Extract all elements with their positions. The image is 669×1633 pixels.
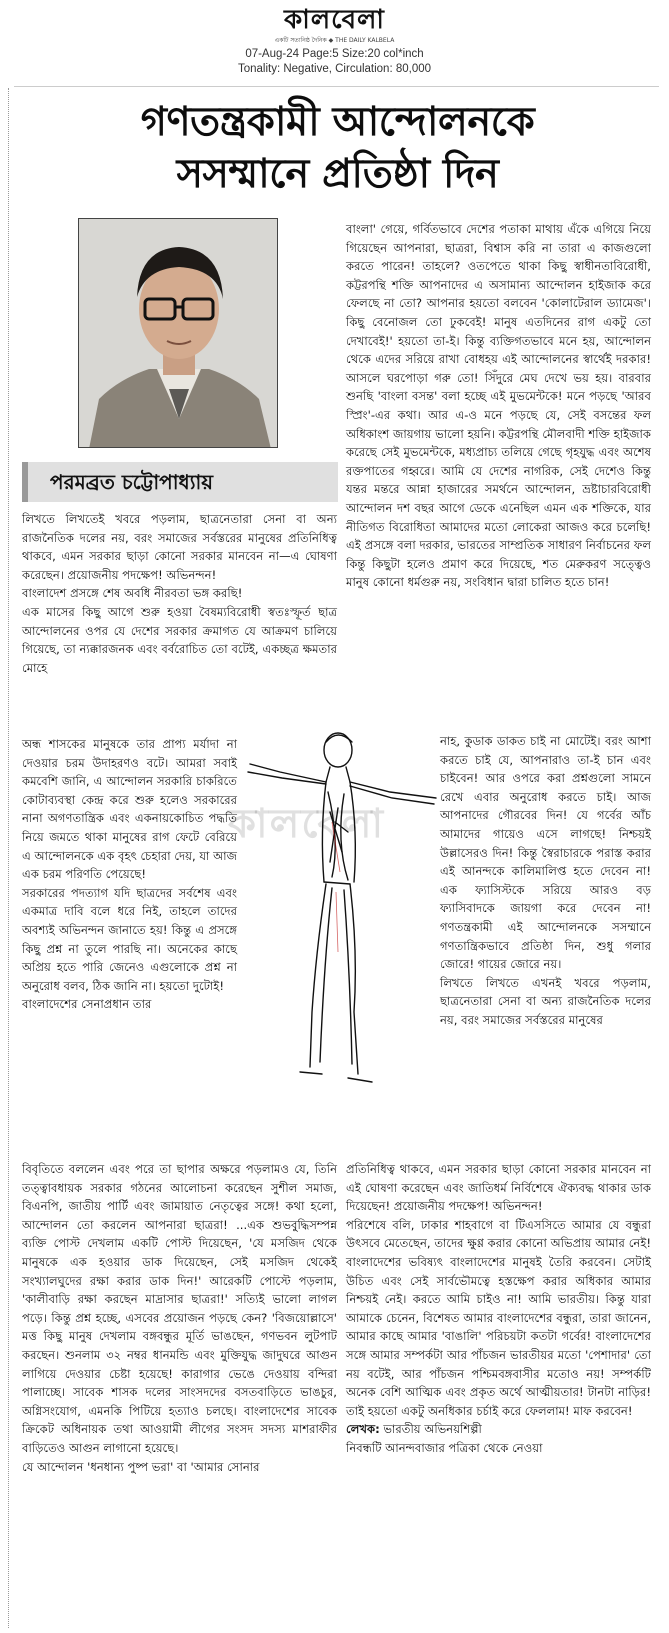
clipping-meta-line: 07-Aug-24 Page:5 Size:20 col*inch (245, 48, 424, 60)
paragraph: প্রতিনিধিত্ব থাকবে, এমন সরকার ছাড়া কোনো সরকার মানবেন না এই ঘোষণা করেছেন এবং জাতিধর্ম নির্বিশেষে ঐক্যবদ্ধ থাকার ডাক দিয়েছেন! প্রয়োজনীয় পদক্ষেপ! অভিনন্দন! (346, 1162, 651, 1214)
source-note: নিবন্ধটি আনন্দবাজার পত্রিকা থেকে নেওয়া (346, 1440, 543, 1455)
left-dotted-margin (8, 88, 10, 1628)
paragraph: অন্ধ শাসকের মানুষকে তার প্রাপ্য মর্যাদা না দেওয়ার চরম উদাহরণও বটে। আমরা সবাই কমবেশি জানি, এ আন্দোলন সরকারি চাকরিতে কোটাব্যবস্থা কেন্দ্র করে শুরু হলেও সরকারের নানা অগণতান্ত্রিক এবং একনায়কোচিত পদ্ধতি নিয়ে জমতে থাকা মানুষের রাগ ফেটে বেরিয়ে এ আন্দোলনকে এক বৃহৎ চেহারা দেয়, যা আজ এক চরম পরিণতি পেয়েছে! (22, 737, 237, 882)
column-2-middle (440, 732, 651, 1030)
masthead (0, 6, 669, 46)
article-headline (20, 96, 655, 200)
paragraph: সরকারের পদত্যাগ যদি ছাত্রদের সর্বশেষ এবং একমাত্র দাবি বলে ধরে নিই, তাহলে তাদের অবশ্যই অভিনন্দন জানাতে হয়! কিন্তু এ প্রসঙ্গে কিছু প্রশ্ন না তুলে পারছি না। অনেকের কাছে অপ্রিয় হতে পারি জেনেও এগুলোকে প্রশ্ন না অনুরোধ বলব, ঠিক জানি না। হয়তো দুটোই! (22, 885, 237, 993)
writer-label: লেখক: (346, 1422, 380, 1437)
author-photo (78, 218, 278, 448)
author-portrait-illustration (79, 219, 278, 448)
writer-description: ভারতীয় অভিনয়শিল্পী (383, 1422, 482, 1437)
watermark-logo: কালবেলা (228, 801, 386, 847)
column-1-top (22, 510, 337, 677)
column-2-bottom (346, 1160, 651, 1458)
headline-line-1: গণতন্ত্রকামী আন্দোলনকে (140, 99, 535, 145)
column-1-bottom (22, 1160, 337, 1476)
paragraph: লিখতে লিখতে এখনই খবরে পড়লাম, ছাত্রনেতারা সেনা বা অন্য রাজনৈতিক দলের নয়, বরং সমাজের সর্বস্তরের মানুষের (440, 975, 651, 1027)
protester-sketch-illustration (240, 712, 440, 1112)
newspaper-logo: কালবেলা (284, 5, 385, 35)
newspaper-tagline: একটি সত্যনিষ্ঠ দৈনিক ◆ THE DAILY KALBELA (274, 37, 395, 44)
author-byline: পরমব্রত চট্টোপাধ্যায় (22, 462, 338, 502)
paragraph: নাহ, কুডাক ডাকত চাই না মোটেই। বরং আশা করতে চাই যে, আপনারাও তা-ই চান এবং চাইবেন! আর ওপরে করা প্রশ্নগুলো সামনে রেখে এবার অনুরোধ করতে চাই। আজ আপনাদের গৌরবের দিন! যে গর্বের আঁচ আমাদের গায়েও এসে লাগছে! নিশ্চয়ই উল্লাসেরও দিন! কিন্তু স্বৈরাচারকে পরাস্ত করার এই আনন্দকে কালিমালিপ্ত হতে দেবেন না! এক ফ্যাসিস্টকে সরিয়ে আরও বড় ফ্যাসিবাদকে জায়গা করে দেবেন না! গণতন্ত্রকামী এই আন্দোলনকে সসম্মানে গণতান্ত্রিকভাবে প্রতিষ্ঠা দিন, শুধু গলার জোরে! গায়ের জোরে নয়। (440, 734, 651, 972)
paragraph: বিবৃতিতে বললেন এবং পরে তা ছাপার অক্ষরে পড়লামও যে, তিনি তত্ত্বাবধায়ক সরকার গঠনের আলোচনা করেছেন সুশীল সমাজ, বিএনপি, জাতীয় পার্টি এবং জামায়াত নেতৃত্বের সঙ্গে! কথা হলো, আন্দোলন তো করলেন আপনারা ছাত্ররা! ...এক শুভবুদ্ধিসম্পন্ন ব্যক্তি পোস্ট দেখলাম একটি পোস্ট দিয়েছেন, 'যে মসজিদ থেকে মানুষকে এক হওয়ার ডাক দিয়েছেন, সেই মসজিদ থেকেই সংখ্যালঘুদের রক্ষা করার ডাক দিন!' আরেকটি পোস্টে পড়লাম, 'কালীবাড়ি রক্ষা করছেন মাদ্রাসার ছাত্ররা!' সত্যিই ভালো লাগল পড়ে। কিন্তু প্রশ্ন হচ্ছে, এসবের প্রয়োজন পড়ছে কেন? 'বিজয়োল্লাসে' মত্ত কিছু মানুষ দেখলাম বঙ্গবন্ধুর মূর্তি ভাঙছেন, গণভবন লুটপাট করছেন। শুনলাম ৩২ নম্বর ধানমন্ডি এবং মুক্তিযুদ্ধ জাদুঘরে আগুন লাগিয়ে দেওয়ার চেষ্টা হয়েছে! কারাগার ভেঙে দেওয়ায় বন্দিরা পালাচ্ছে। সাবেক শাসক দলের সাংসদদের বসতবাড়িতে ভাঙচুর, অগ্নিসংযোগ, এমনকি পিটিয়ে হত্যাও চলছে। বাংলাদেশের সাবেক ক্রিকেট অধিনায়ক তথা আওয়ামী লীগের সংসদ সদস্য মাশরাফীর বাড়িতেও আগুন লাগানো হয়েছে। (22, 1162, 337, 1455)
column-1-middle (22, 735, 237, 1014)
paragraph: যে আন্দোলন 'ধনধান্য পুষ্প ভরা' বা 'আমার সোনার (22, 1459, 260, 1474)
author-note (346, 1420, 651, 1439)
paragraph: এক মাসের কিছু আগে শুরু হওয়া বৈষম্যবিরোধী স্বতঃস্ফূর্ত ছাত্র আন্দোলনের ওপর যে দেশের সরকার ক্রমাগত যে আক্রমণ চালিয়ে গিয়েছে, তা ন্যক্কারজনক এবং বর্বরোচিত তো বটেই, একচ্ছত্র ক্ষমতার মোহে (22, 604, 337, 675)
clipping-tonality-line: Tonality: Negative, Circulation: 80,000 (237, 63, 432, 75)
column-2-top (346, 220, 651, 592)
top-divider (14, 86, 659, 87)
paragraph: বাংলাদেশের সেনাপ্রধান তার (22, 997, 152, 1012)
headline-line-2: সসম্মানে প্রতিষ্ঠা দিন (176, 151, 499, 197)
paragraph: পরিশেষে বলি, ঢাকার শাহবাগে বা টিএসসিতে আমার যে বন্ধুরা উৎসবে মেতেছেন, তাদের ক্ষুণ্ণ করার কোনো অভিপ্রায় আমার নেই! বাংলাদেশের ভবিষ্যৎ বাংলাদেশের মানুষই তৈরি করবেন। সেটাই উচিত এবং সেই সার্বভৌমত্বে হস্তক্ষেপ করার অধিকার আমার নিশ্চয়ই নেই। করতে আমি চাইও না! আমি ভারতীয়। কিন্তু যারা আমাকে চেনেন, বিশেষত আমার বাংলাদেশের বন্ধুরা, তারা জানেন, আমার কাছে আমার 'বাঙালি' পরিচয়টা কতটা গর্বের! বাংলাদেশের সঙ্গে আমার সম্পর্কটা আর পাঁচজন ভারতীয়র মতো 'পেশাদার' তো নয় বটেই, আর পাঁচজন পশ্চিমবঙ্গবাসীর মতোও নয়! সম্পর্কটি অনেক বেশি আত্মিক এবং প্রকৃত অর্থে আত্মীয়তার! টানটা নাড়ির! তাই হয়তো একটু অনধিকার চর্চাই করে ফেললাম! মাফ করবেন! (346, 1217, 651, 1418)
paragraph: লিখতে লিখতেই খবরে পড়লাম, ছাত্রনেতারা সেনা বা অন্য রাজনৈতিক দলের নয়, বরং সমাজের সর্বস্তরের মানুষের প্রতিনিধিত্ব থাকবে, এমন সরকার ছাড়া কোনো সরকার মানবেন না—এ ঘোষণা করেছেন। প্রয়োজনীয় পদক্ষেপ! অভিনন্দন! (22, 512, 337, 582)
paragraph: বাংলা' গেয়ে, গর্বিতভাবে দেশের পতাকা মাথায় এঁকে এগিয়ে নিয়ে গিয়েছেন আপনারা, ছাত্ররা, বিশ্বাস করি না তারা এ কাজগুলো করতে পারেন! তাহলে? ওতপেতে থাকা কিছু স্বাধীনতাবিরোধী, কট্টরপন্থি শক্তি আপনাদের এ অসামান্য আন্দোলন হাইজাক করে ফেলছে না তো? আপনার হয়তো বলবেন 'কোলাটেরাল ড্যামেজ'। কিছু বেনোজল তো ঢুকবেই! মানুষ এতদিনের রাগ একটু তো দেখাবেই!' হয়তো তা-ই। কিন্তু ব্যক্তিগতভাবে মনে হয়, আন্দোলন থেকে এদের সরিয়ে রাখা বোধহয় এই আন্দোলনের স্বার্থেই দরকার! আসলে ঘরপোড়া গরু তো! সিঁদুরে মেঘ দেখে ভয় হয়। বারবার শুনছি 'বাংলা বসন্ত' বলা হচ্ছে এই মুভমেন্টকে! মনে পড়ছে 'আরব স্প্রিং'-এর কথা। আর এ-ও মনে পড়ছে যে, সেই বসন্তের ফল অধিকাংশ জায়গায় ভালো হয়নি। কট্টরপন্থি মৌলবাদী শক্তি হাইজাক করেছে সেই মুভমেন্টকে, মধ্যপ্রাচ্য তলিয়ে গেছে গৃহযুদ্ধ এবং অশেষ রক্তপাতের গহ্বরে। আমি যে দেশের নাগরিক, সেই দেশেও কিন্তু যন্তর মন্তরে আন্না হাজারের সমর্থনে আন্দোলন, ভ্রষ্টাচারবিরোধী আন্দোলন দশ বছর আগে ডেকে এনেছিল এমন এক শক্তিকে, যার নীতিগত বিরোধিতা আমাদের মতো লোকেরা আজও করে চলেছি! এই প্রসঙ্গে বলা দরকার, ভারতের সাম্প্রতিক সাধারণ নির্বাচনের ফল কিন্তু কিছুটা হলেও প্রমাণ করে দিয়েছে, শত মেরুকরণ সত্ত্বেও মানুষ কোনো ধর্মগুরু নয়, সংবিধান দ্বারা চালিত হতে চান! (346, 222, 651, 590)
paragraph: বাংলাদেশ প্রসঙ্গে শেষ অবধি নীরবতা ভঙ্গ করছি! (22, 586, 243, 601)
